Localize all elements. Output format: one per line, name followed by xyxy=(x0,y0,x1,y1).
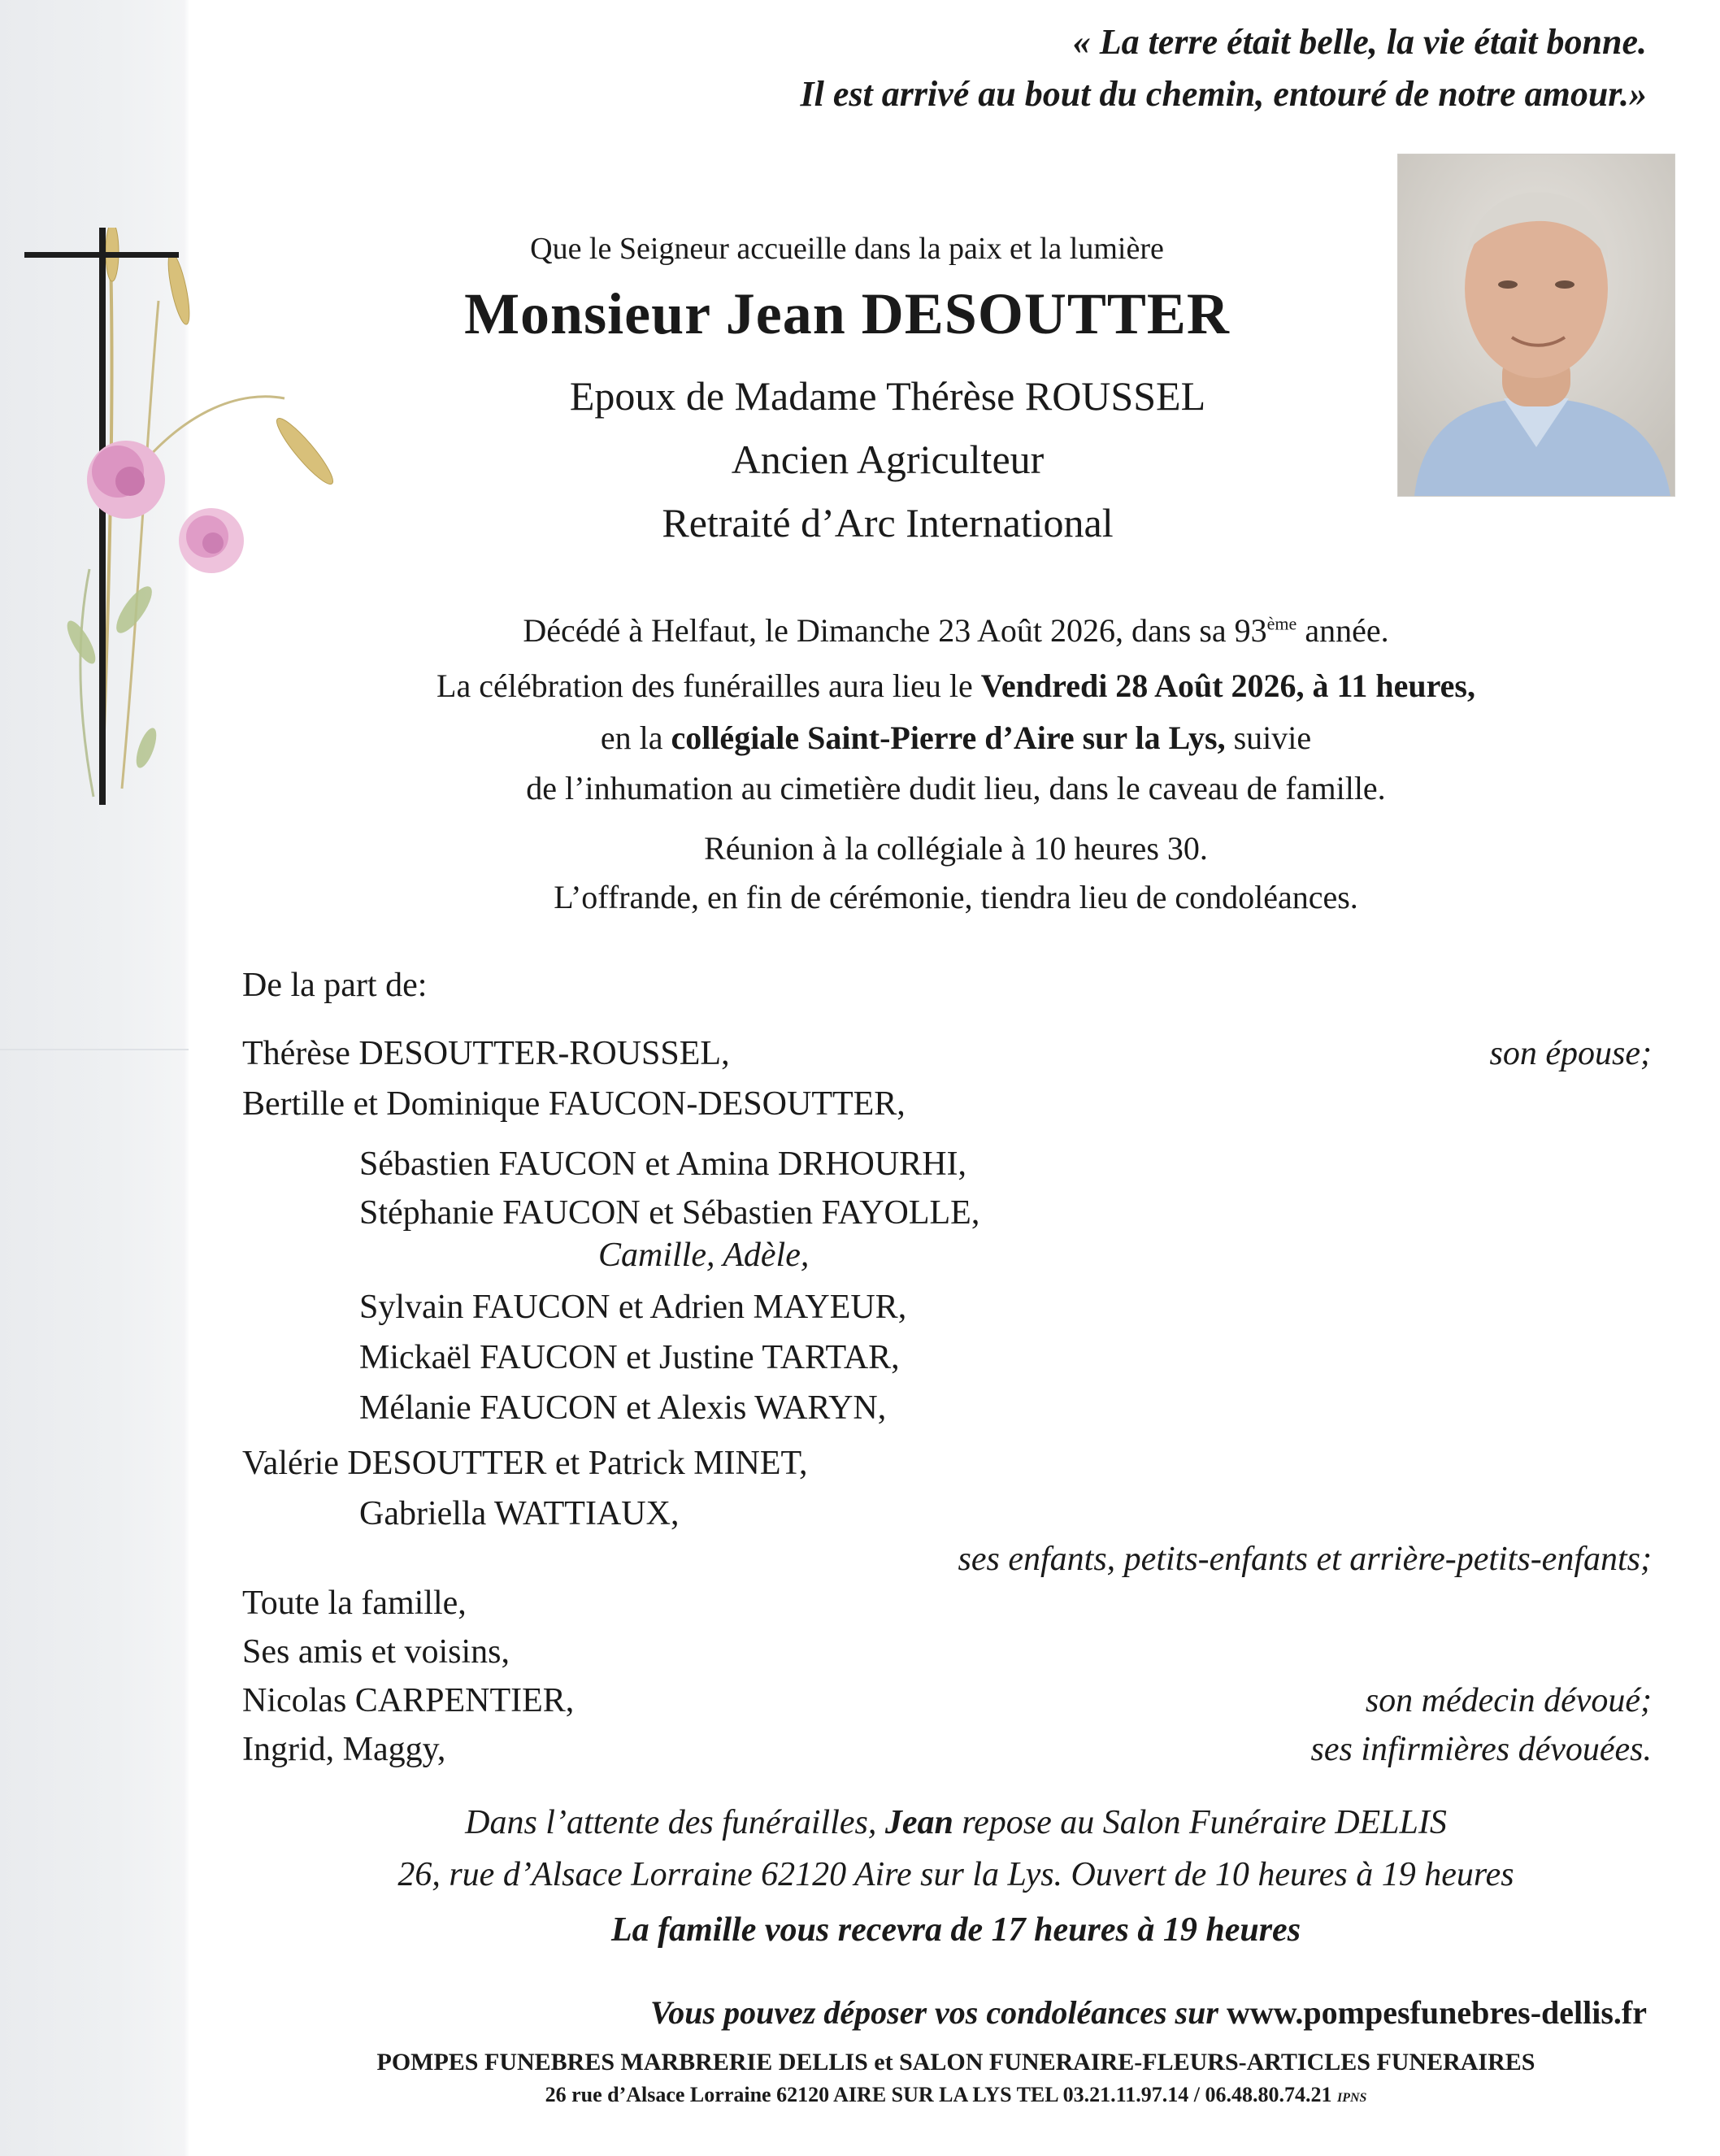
place-line: en la collégiale Saint-Pierre d’Aire sur la Lys, suivie xyxy=(600,719,1312,756)
visiting-hours: La famille vous recevra de 17 heures à 19 heures xyxy=(610,1911,1301,1949)
quote-line-2: Il est arrivé au bout du chemin, entouré de notre amour.» xyxy=(800,74,1647,114)
family-member: Bertille et Dominique FAUCON-DESOUTTER, xyxy=(242,1085,906,1123)
condolences-line: Vous pouvez déposer vos condoléances sur www.pompesfunebres-dellis.fr xyxy=(650,1994,1647,2031)
family-member: Camille, Adèle, xyxy=(598,1237,810,1274)
family-member: Thérèse DESOUTTER-ROUSSEL, xyxy=(242,1035,730,1072)
viewing-line-1: Dans l’attente des funérailles, Jean repose au Salon Funéraire DELLIS xyxy=(465,1804,1447,1841)
condolences-link[interactable]: www.pompesfunebres-dellis.fr xyxy=(1226,1994,1647,2031)
celebration-line: La célébration des funérailles aura lieu le Vendredi 28 Août 2026, à 11 heures, xyxy=(437,667,1475,704)
relation-label: ses infirmières dévouées. xyxy=(1310,1731,1652,1768)
family-member: Mickaël FAUCON et Justine TARTAR, xyxy=(359,1339,900,1376)
family-member: Ses amis et voisins, xyxy=(242,1633,510,1671)
meeting-line: Réunion à la collégiale à 10 heures 30. xyxy=(704,830,1208,867)
relation-label: son épouse; xyxy=(1489,1035,1652,1072)
footer-address: 26 rue d’Alsace Lorraine 62120 AIRE SUR LA LYS TEL 03.21.11.97.14 / 06.48.80.74.21 IPNS xyxy=(545,2083,1367,2106)
family-member: Toute la famille, xyxy=(242,1584,467,1622)
offering-line: L’offrande, en fin de cérémonie, tiendra lieu de condoléances. xyxy=(554,879,1358,915)
occupation-line-1: Ancien Agriculteur xyxy=(731,437,1045,482)
family-member: Stéphanie FAUCON et Sébastien FAYOLLE, xyxy=(359,1194,980,1232)
death-notice: Décédé à Helfaut, le Dimanche 23 Août 2026, dans sa 93ème année. xyxy=(523,612,1389,649)
family-member: Ingrid, Maggy, xyxy=(242,1731,446,1768)
burial-line: de l’inhumation au cimetière dudit lieu, dans le caveau de famille. xyxy=(526,770,1386,806)
family-member: Mélanie FAUCON et Alexis WARYN, xyxy=(359,1389,887,1427)
relation-label: son médecin dévoué; xyxy=(1365,1682,1652,1719)
intro-text: Que le Seigneur accueille dans la paix et la lumière xyxy=(530,232,1164,266)
viewing-line-2: 26, rue d’Alsace Lorraine 62120 Aire sur la Lys. Ouvert de 10 heures à 19 heures xyxy=(397,1856,1514,1893)
family-member: Nicolas CARPENTIER, xyxy=(242,1682,575,1719)
relation-label: ses enfants, petits-enfants et arrière-petits-enfants; xyxy=(958,1541,1652,1578)
family-member: Sébastien FAUCON et Amina DRHOURHI, xyxy=(359,1145,967,1183)
spouse-line: Epoux de Madame Thérèse ROUSSEL xyxy=(569,373,1206,419)
family-intro: De la part de: xyxy=(242,967,428,1004)
quote-line-1: « La terre était belle, la vie était bonne. xyxy=(1072,22,1647,62)
footer-company: POMPES FUNEBRES MARBRERIE DELLIS et SALON FUNERAIRE-FLEURS-ARTICLES FUNERAIRES xyxy=(376,2049,1535,2076)
fold-line xyxy=(0,1049,189,1050)
family-member: Valérie DESOUTTER et Patrick MINET, xyxy=(242,1445,808,1482)
family-member: Gabriella WATTIAUX, xyxy=(359,1495,680,1532)
occupation-line-2: Retraité d’Arc International xyxy=(662,500,1114,546)
deceased-name: Monsieur Jean DESOUTTER xyxy=(464,281,1230,346)
family-member: Sylvain FAUCON et Adrien MAYEUR, xyxy=(359,1289,907,1326)
